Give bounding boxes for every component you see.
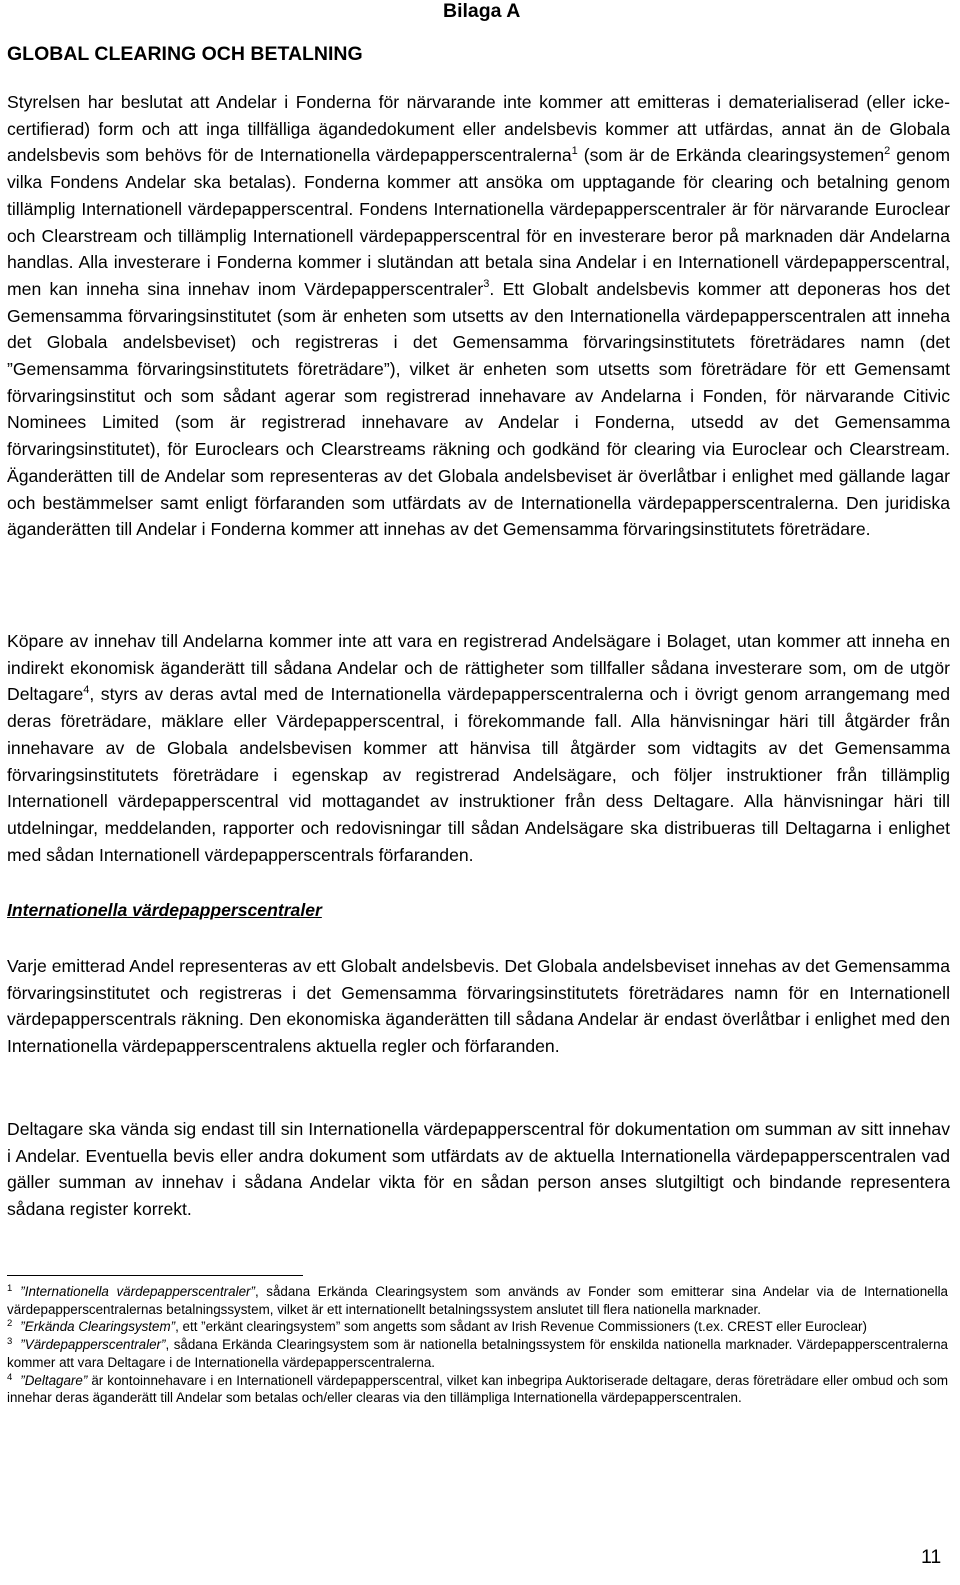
page-number: 11: [921, 1546, 942, 1568]
footnote-ref-4: 4: [83, 683, 90, 696]
paragraph-3: Varje emitterad Andel representeras av ett Globalt andelsbevis. Det Globala andelsbeviset innehas av det Gemensamma förvaringsinstitutet och registreras i det Gemensamma förvaringsinstitutets företrädares namn för en Internationell värdepapperscentrals räkning. Den ekonomiska äganderätten till sådana Andelar är endast överlåtbar i enlighet med den Internationella värdepapperscentralens aktuella regler och förfaranden.: [7, 956, 950, 1057]
footnotes: [7, 1283, 948, 1407]
footnote-ref-1: 1: [571, 144, 578, 157]
paragraph-1: Styrelsen har beslutat att Andelar i Fonderna för närvarande inte kommer att emitteras i dematerialiserad (eller icke-certifierad) form och att inga tillfälliga ägandedokument eller andelsbevis kommer att utfärdas, annat än de Globala andelsbevis som behövs för de Internationella värdepapperscentralerna$^1$ (som är de Erkända clearingsystemen$^2$ genom vilka Fondens Andelar ska betalas). Fonderna kommer att ansöka om upptagande för clearing och betalning genom tillämplig Internationell värdepapperscentral. Fondens Internationella värdepapperscentraler är för närvarande Euroclear och Clearstream och tillämplig Internationell värdepapperscentral för en investerare beror på marknaden där Andelarna handlas. Alla investerare i Fonderna kommer i slutändan att betala sina Andelar i en Internationell värdepapperscentral, men kan inneha sina innehav inom Värdepapperscentraler$^3$. Ett Globalt andelsbevis kommer att deponeras hos det Gemensamma förvaringsinstitutet (som är enheten som utsetts av den Internationella värdepapperscentralen att inneha det Globala andelsbeviset) och registreras i det Gemensamma förvaringsinstitutets företrädares namn (det ”Gemensamma förvaringsinstitutets företrädare”), vilket är enheten som utsetts som företrädare för ett Gemensamt förvaringsinstitut och som sådant agerar som registrerad innehavare av Andelarna i Fonden, för närvarande Citivic Nominees Limited (som är registrerad innehavare av Andelar i Fonderna, utsedd av det Gemensamma förvaringsinstitutet), för Euroclears och Clearstreams räkning och godkänd för clearing via Euroclear och Clearstream. Äganderätten till de Andelar som representeras av det Globala andelsbeviset är överlåtbar i enlighet med gällande lagar och bestämmelser samt enligt förfaranden som utfärdats av de Internationella värdepapperscentralerna. Den juridiska äganderätten till Andelar i Fonderna kommer att innehas av det Gemensamma förvaringsinstitutets företrädare.: [7, 92, 950, 540]
footnote-3: $^3$ ”Värdepapperscentraler”, sådana Erkända Clearingsystem som är nationella betalningssystem för enskilda nationella marknader. Värdepapperscentralerna kommer att vara Deltagare i de Internationella värdepapperscentralerna.: [7, 1336, 948, 1370]
paragraph-2: Köpare av innehav till Andelarna kommer inte att vara en registrerad Andelsägare i Bolaget, utan kommer att inneha en indirekt ekonomisk äganderätt till sådana Andelar och de rättigheter som tillfaller sådana investerare som, om de utgör Deltagare$^4$, styrs av deras avtal med de Internationella värdepapperscentralerna och i övrigt genom arrangemang med deras företrädare, mäklare eller Värdepapperscentral, i förekommande fall. Alla hänvisningar häri till åtgärder från innehavare av de Globala andelsbevisen kommer att hänvisa till åtgärder som vidtagits av det Gemensamma förvaringsinstitutets företrädare i egenskap av registrerad Andelsägare, och följer instruktioner från tillämplig Internationell värdepapperscentral vid mottagandet av instruktioner från dess Deltagare. Alla hänvisningar häri till utdelningar, meddelanden, rapporter och redovisningar till sådan Andelsägare ska distribueras till Deltagarna i enlighet med sådan Internationell värdepapperscentrals förfaranden.: [7, 631, 950, 865]
footnote-2: $^2$ ”Erkända Clearingsystem”, ett ”erkänt clearingsystem” som angetts som sådant av Irish Revenue Commissioners (t.ex. CREST eller Euroclear): [7, 1318, 867, 1335]
footnote-ref-3: 3: [483, 278, 490, 291]
footnote-separator: [7, 1275, 303, 1276]
section-heading: Internationella värdepapperscentraler: [7, 900, 322, 920]
footnote-4: $^4$ ”Deltagare” är kontoinnehavare i en Internationell värdepapperscentral, vilket kan inbegripa Auktoriserade deltagare, deras företrädare eller ombud och som innehar deras äganderätt till Andelar som betalas och/eller clearas via den tillämpliga Internationella värdepapperscentralen.: [7, 1371, 948, 1406]
footnote-1: $^1$ ”Internationella värdepapperscentraler”, sådana Erkända Clearingsystem som används av Fonder som emitterar sina Andelar via de Internationella värdepapperscentralernas betalningssystem, vilket är ett internationellt betalningssystem anslutet till flera nationella marknader.: [7, 1283, 949, 1317]
page-title: GLOBAL CLEARING OCH BETALNING: [7, 43, 363, 65]
footnote-ref-2: 2: [884, 144, 891, 157]
annex-label: Bilaga A: [443, 0, 521, 22]
paragraph-4: Deltagare ska vända sig endast till sin Internationella värdepapperscentral för dokumentation om summan av sitt innehav i Andelar. Eventuella bevis eller andra dokument som utfärdats av de aktuella Internationella värdepapperscentralen vad gäller summan av innehav i sådana Andelar vikta för en sådan person anses slutgiltigt och bindande representera sådana register korrekt.: [7, 1119, 950, 1220]
